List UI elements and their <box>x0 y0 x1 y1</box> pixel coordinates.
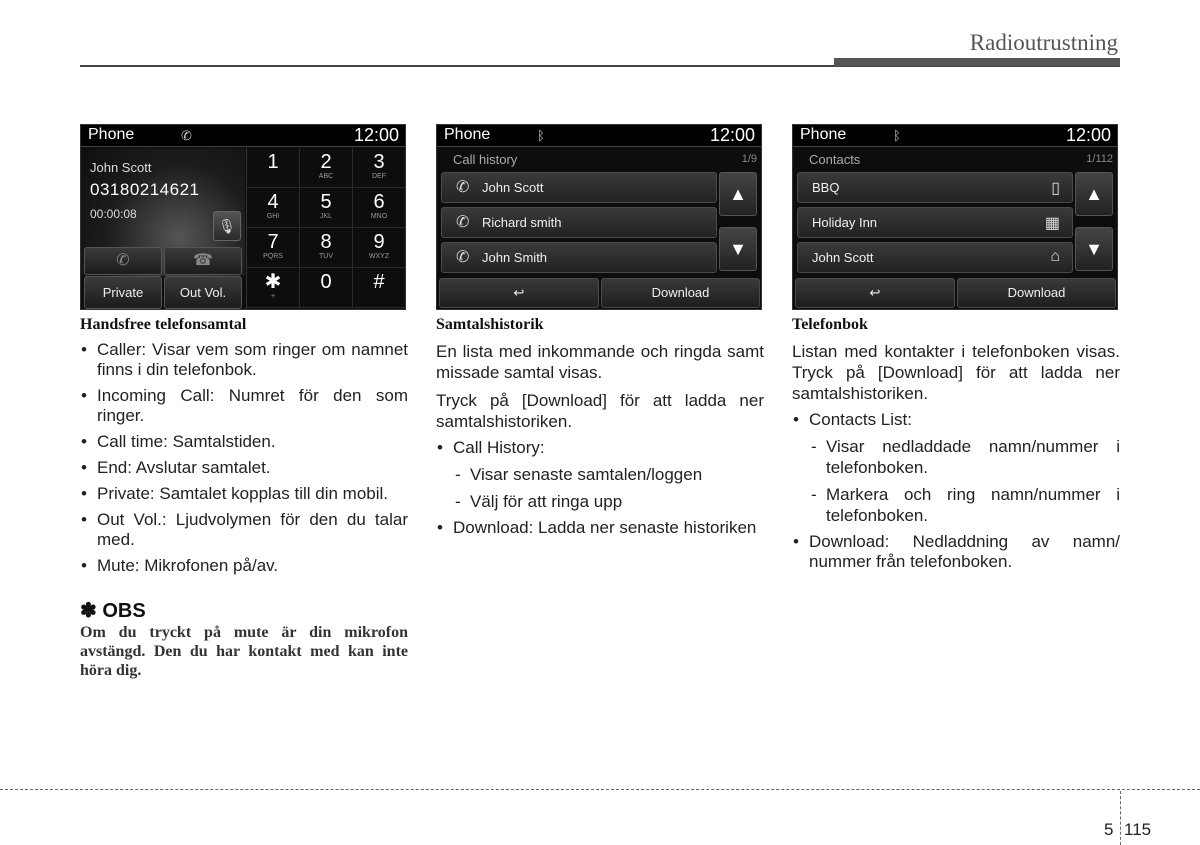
list-item: • Download: Ladda ner senaste historiken <box>436 518 764 538</box>
page-indicator: 1/112 <box>1086 153 1113 165</box>
sub-list <box>453 464 764 512</box>
footer-divider <box>1120 791 1121 845</box>
call-icon: ✆ <box>456 249 470 266</box>
out-vol-button[interactable]: Out Vol. <box>164 276 242 309</box>
key-digit: 0 <box>320 271 332 293</box>
list-item: • Call time: Samtalstiden. <box>80 432 408 452</box>
clock: 12:00 <box>353 125 399 145</box>
private-button[interactable]: Private <box>84 276 162 309</box>
download-button[interactable]: Download <box>957 278 1116 308</box>
back-arrow-icon: ↩ <box>869 285 881 300</box>
sub-list-item: - Visar senaste samtalen/loggen <box>453 464 764 485</box>
page-indicator: 1/9 <box>741 153 757 165</box>
accept-call-button[interactable] <box>84 247 162 275</box>
call-icon: ✆ <box>456 179 470 196</box>
list-title: Call history <box>453 152 518 167</box>
scroll-down-button[interactable] <box>1075 227 1113 271</box>
contact-item[interactable] <box>797 207 1073 238</box>
dialer-screen <box>80 124 406 310</box>
history-item[interactable] <box>441 207 717 238</box>
screen-title: Phone <box>88 126 135 143</box>
screen-title: Phone <box>444 126 491 143</box>
feature-list <box>80 340 408 576</box>
paragraph: En lista med inkommande och ringda samt missade samtal visas. <box>436 342 764 382</box>
keypad-key[interactable] <box>300 148 353 188</box>
clock: 12:00 <box>709 125 755 145</box>
keypad-key[interactable] <box>353 148 406 188</box>
download-button[interactable]: Download <box>601 278 760 308</box>
arrow-down-icon: ▼ <box>1085 239 1103 259</box>
sub-header <box>793 148 1117 170</box>
end-call-button[interactable] <box>164 247 242 275</box>
key-digit: 6 <box>373 191 385 213</box>
paragraph: Listan med kontakter i telefonboken visas. Tryck på [Download] för att ladda ner samtalshistoriken. <box>792 342 1120 403</box>
phone-handset-icon: ✆ <box>181 128 192 143</box>
key-letters: MNO <box>370 213 388 220</box>
key-digit: 1 <box>267 151 279 173</box>
history-item[interactable] <box>441 242 717 273</box>
key-letters: JKL <box>319 213 333 220</box>
history-item-name: John Smith <box>482 250 548 265</box>
history-item-name: Richard smith <box>482 215 562 230</box>
screen-title: Phone <box>800 126 847 143</box>
feature-list <box>792 410 1120 572</box>
caption: Samtalshistorik <box>436 316 544 333</box>
call-icon: ✆ <box>456 214 470 231</box>
key-letters: GHI <box>266 213 280 220</box>
key-letters: ABC <box>318 173 334 180</box>
key-digit: 5 <box>320 191 332 213</box>
page-header-title: Radioutrustning <box>969 30 1118 55</box>
sub-header <box>437 148 761 170</box>
column-call-history <box>436 124 764 544</box>
clock: 12:00 <box>1065 125 1111 145</box>
arrow-up-icon: ▲ <box>1085 184 1103 204</box>
status-bar <box>81 125 405 147</box>
key-letters: PQRS <box>263 253 283 260</box>
caller-number: 03180214621 <box>90 180 200 199</box>
back-arrow-icon: ↩ <box>513 285 525 300</box>
status-bar <box>793 125 1117 147</box>
key-digit: 3 <box>373 151 385 173</box>
list-item <box>792 410 1120 526</box>
back-button[interactable] <box>439 278 599 308</box>
key-digit: 2 <box>320 151 332 173</box>
list-item-text: Contacts List: <box>809 410 912 429</box>
back-button[interactable] <box>795 278 955 308</box>
list-item-text: Call History: <box>453 438 545 457</box>
office-building-icon: ▦ <box>1044 215 1060 232</box>
caption: Telefonbok <box>792 316 868 333</box>
sub-list-item: - Markera och ring namn/nummer i telefonboken. <box>809 484 1120 526</box>
contact-item[interactable] <box>797 242 1073 273</box>
sub-list <box>809 436 1120 526</box>
contact-name: Holiday Inn <box>812 215 878 230</box>
chapter-number: 5 <box>1104 820 1114 839</box>
keypad <box>246 148 405 309</box>
scroll-up-button[interactable] <box>1075 172 1113 216</box>
history-item-name: John Scott <box>482 180 544 195</box>
keypad-key[interactable] <box>353 188 406 228</box>
end-call-icon: ☎ <box>193 252 213 269</box>
keypad-key[interactable] <box>300 188 353 228</box>
list-item <box>436 438 764 512</box>
sub-list-item: - Välj för att ringa upp <box>453 491 764 512</box>
keypad-key[interactable] <box>300 268 353 308</box>
list-item: • End: Avslutar samtalet. <box>80 458 408 478</box>
key-letters: + <box>270 293 276 300</box>
sub-list-item: - Visar nedladdade namn/nummer i telefonboken. <box>809 436 1120 478</box>
list-item: • Caller: Visar vem som ringer om namnet finns i din telefonbok. <box>80 340 408 380</box>
home-icon: ⌂ <box>1050 248 1060 265</box>
keypad-key[interactable] <box>300 228 353 268</box>
paragraph: Tryck på [Download] för att ladda ner samtalshistoriken. <box>436 391 764 431</box>
microphone-icon: 🎙 <box>218 218 236 234</box>
column-phonebook <box>792 124 1120 578</box>
mobile-phone-icon: ▯ <box>1051 180 1060 197</box>
page-number: 115 <box>1124 820 1152 839</box>
obs-heading: ✽ OBS <box>80 600 146 622</box>
history-item[interactable] <box>441 172 717 203</box>
caption: Handsfree telefonsamtal <box>80 316 247 333</box>
key-digit: 9 <box>373 231 385 253</box>
arrow-up-icon: ▲ <box>729 184 747 204</box>
mute-button[interactable] <box>213 211 241 241</box>
key-letters: TUV <box>319 253 333 260</box>
key-digit: 7 <box>267 231 279 253</box>
keypad-key[interactable] <box>353 228 406 268</box>
column-handsfree <box>80 124 408 680</box>
contact-item[interactable] <box>797 172 1073 203</box>
key-letters: WXYZ <box>368 253 390 260</box>
list-item: • Out Vol.: Ljudvolymen för den du talar med. <box>80 510 408 550</box>
bluetooth-icon: ᛒ <box>893 128 901 143</box>
feature-list <box>436 438 764 538</box>
scroll-down-button[interactable] <box>719 227 757 271</box>
keypad-key[interactable] <box>247 268 300 308</box>
key-digit: ✱ <box>264 271 282 293</box>
key-digit: # <box>373 271 385 293</box>
key-digit: 8 <box>320 231 332 253</box>
key-digit: 4 <box>267 191 279 213</box>
caller-name: John Scott <box>90 160 152 175</box>
arrow-down-icon: ▼ <box>729 239 747 259</box>
obs-text: Om du tryckt på mute är din mikrofon avstängd. Den du har kontakt med kan inte höra dig. <box>80 624 408 679</box>
header-bar <box>834 58 1120 66</box>
call-history-screen <box>436 124 762 310</box>
call-icon: ✆ <box>116 252 130 269</box>
footer-rule <box>0 789 1200 790</box>
list-item: • Mute: Mikrofonen på/av. <box>80 556 408 576</box>
keypad-key[interactable] <box>247 188 300 228</box>
contacts-screen <box>792 124 1118 310</box>
status-bar <box>437 125 761 147</box>
list-item: • Download: Nedladdning av namn/ nummer från telefonboken. <box>792 532 1120 572</box>
list-title: Contacts <box>809 152 861 167</box>
keypad-key[interactable] <box>247 228 300 268</box>
contact-name: BBQ <box>812 180 840 195</box>
scroll-up-button[interactable] <box>719 172 757 216</box>
bluetooth-icon: ᛒ <box>537 128 545 143</box>
contact-name: John Scott <box>812 250 874 265</box>
key-letters: DEF <box>372 173 386 180</box>
call-time: 00:00:08 <box>90 207 137 221</box>
list-item: • Private: Samtalet kopplas till din mobil. <box>80 484 408 504</box>
keypad-key[interactable] <box>353 268 406 308</box>
list-item: • Incoming Call: Numret för den som ringer. <box>80 386 408 426</box>
keypad-key[interactable] <box>247 148 300 188</box>
